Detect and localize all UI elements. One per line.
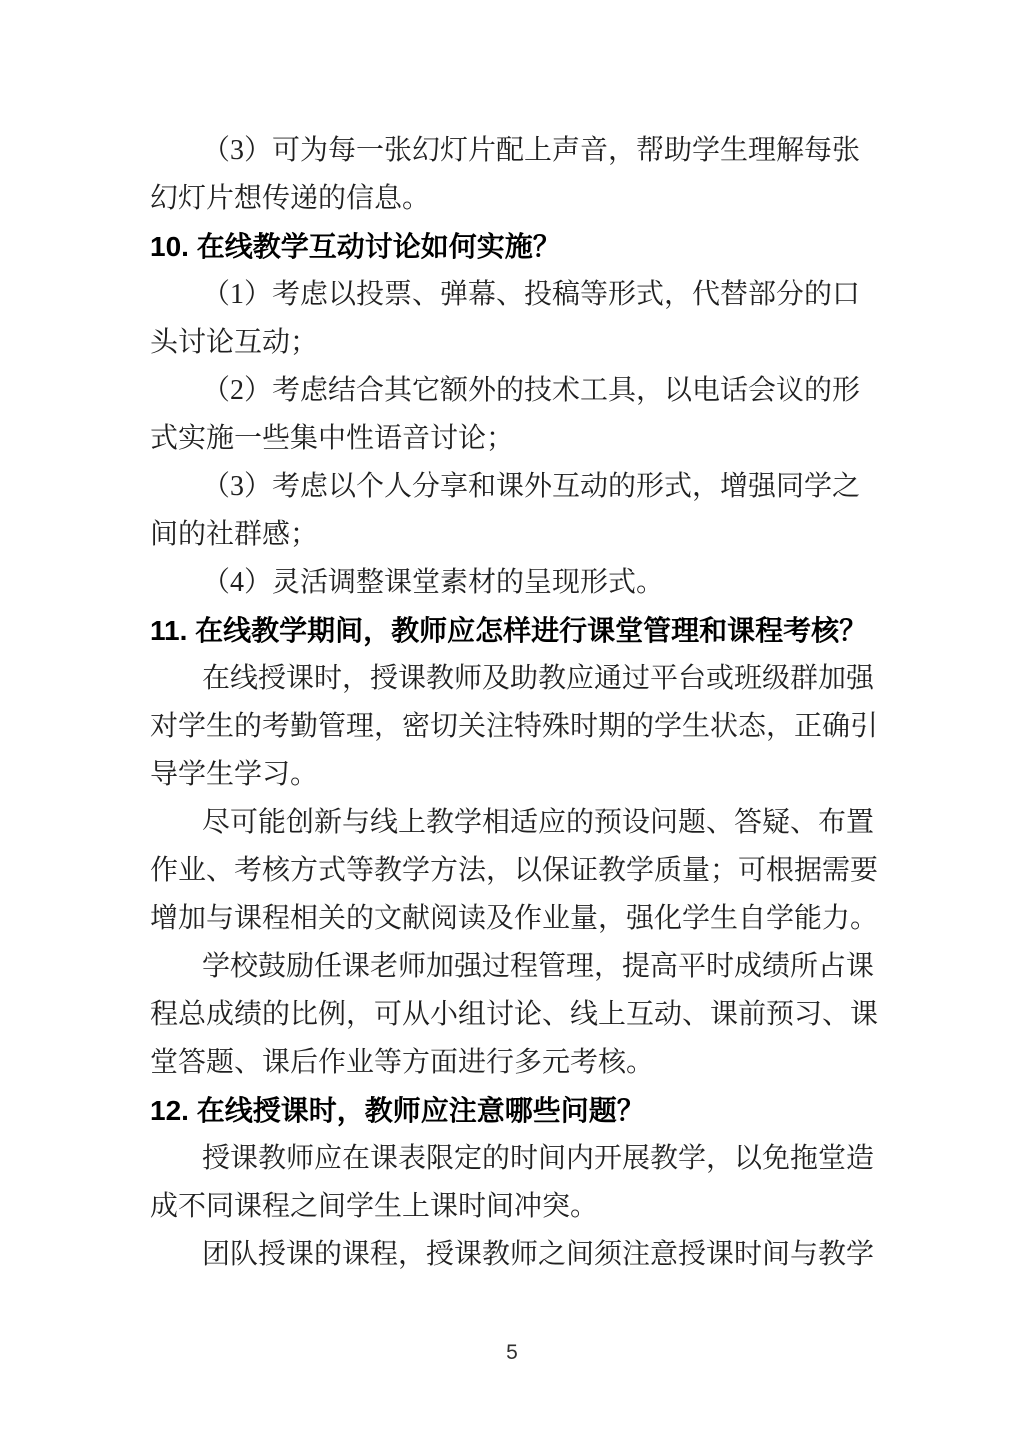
paragraph-line: （1）考虑以投票、弹幕、投稿等形式，代替部分的口 [202, 279, 861, 310]
paragraph-line: 授课教师应在课表限定的时间内开展教学，以免拖堂造 [202, 1143, 875, 1174]
paragraph-line: 式实施一些集中性语音讨论； [150, 423, 515, 454]
paragraph-line: 导学生学习。 [150, 759, 319, 790]
paragraph-line: （4）灵活调整课堂素材的呈现形式。 [202, 567, 665, 598]
paragraph-line: 尽可能创新与线上教学相适应的预设问题、答疑、布置 [202, 807, 875, 838]
section-heading-q11: 11. 在线教学期间，教师应怎样进行课堂管理和课程考核？ [150, 615, 868, 646]
document-content [150, 127, 880, 1279]
page-number: 5 [506, 1341, 518, 1364]
paragraph-line: 学校鼓励任课老师加强过程管理，提高平时成绩所占课 [202, 951, 875, 982]
paragraph-line: 在线授课时，授课教师及助教应通过平台或班级群加强 [202, 663, 875, 694]
paragraph-line: 堂答题、课后作业等方面进行多元考核。 [150, 1047, 655, 1078]
section-heading-q10: 10. 在线教学互动讨论如何实施？ [150, 231, 561, 262]
paragraph-line: 幻灯片想传递的信息。 [150, 183, 431, 214]
paragraph-line: 间的社群感； [150, 519, 319, 550]
paragraph-line: 团队授课的课程，授课教师之间须注意授课时间与教学 [202, 1239, 875, 1270]
paragraph-line: （3）考虑以个人分享和课外互动的形式，增强同学之 [202, 471, 861, 502]
paragraph-line: 成不同课程之间学生上课时间冲突。 [150, 1191, 599, 1222]
paragraph-line: 作业、考核方式等教学方法，以保证教学质量；可根据需要 [150, 855, 879, 886]
paragraph-line: 增加与课程相关的文献阅读及作业量，强化学生自学能力。 [150, 903, 879, 934]
paragraph-line: （3）可为每一张幻灯片配上声音，帮助学生理解每张 [202, 135, 861, 166]
section-heading-q12: 12. 在线授课时，教师应注意哪些问题？ [150, 1095, 645, 1126]
paragraph-line: 程总成绩的比例，可从小组讨论、线上互动、课前预习、课 [150, 999, 879, 1030]
paragraph-line: （2）考虑结合其它额外的技术工具，以电话会议的形 [202, 375, 861, 406]
paragraph-line: 头讨论互动； [150, 327, 319, 358]
paragraph-line: 对学生的考勤管理，密切关注特殊时期的学生状态，正确引 [150, 711, 879, 742]
